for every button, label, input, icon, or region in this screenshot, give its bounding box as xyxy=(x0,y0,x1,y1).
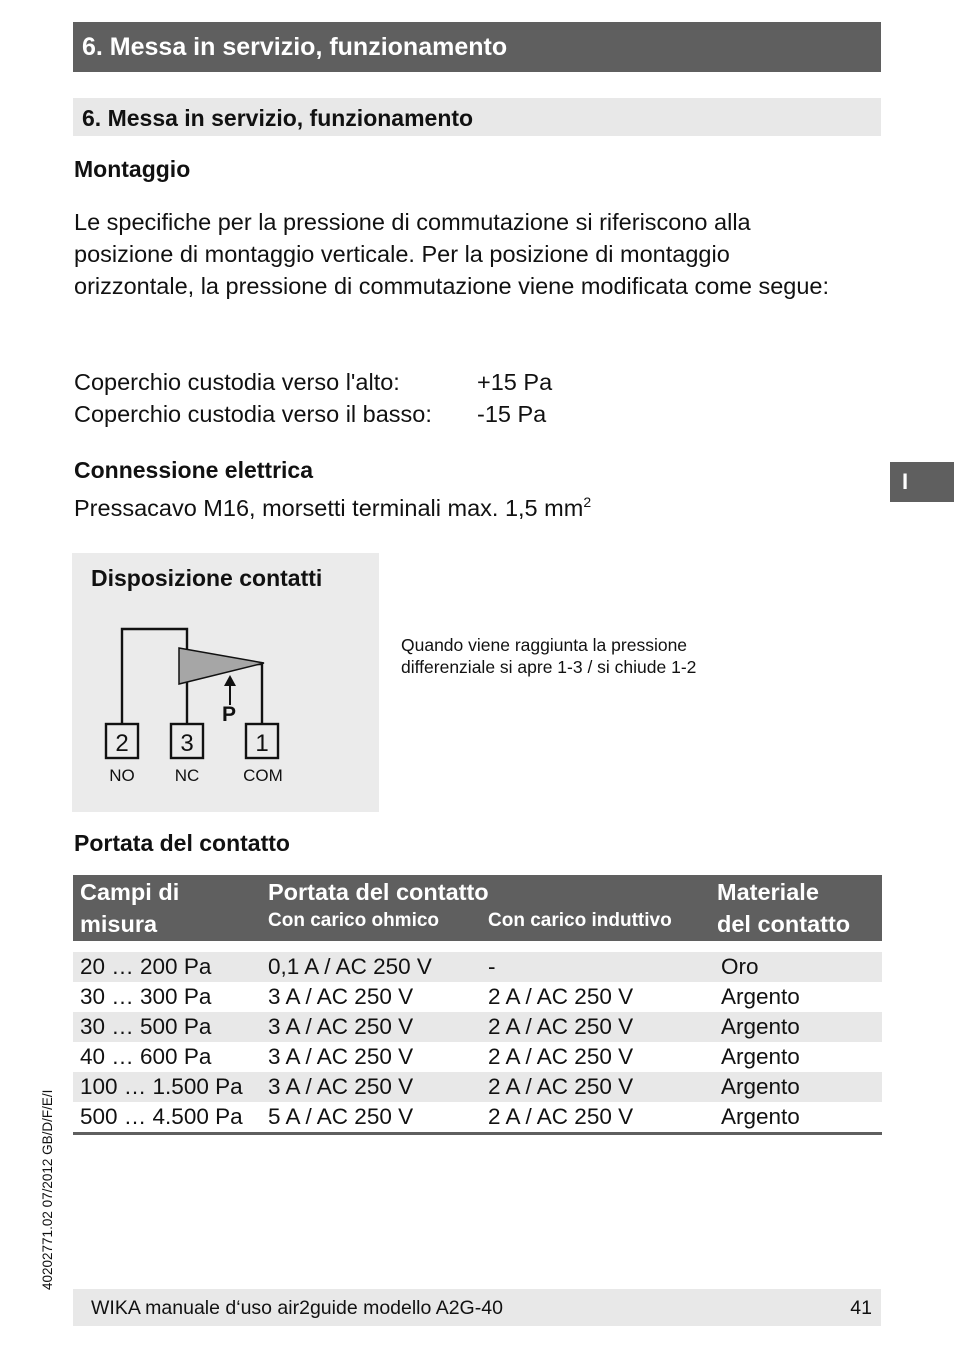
mount-down-value: -15 Pa xyxy=(477,401,547,427)
header-materiale xyxy=(710,875,882,941)
page-footer xyxy=(73,1289,881,1326)
header-ohmico: Con carico ohmico xyxy=(268,910,440,931)
page-header: 6. Messa in servizio, funzionamento xyxy=(73,22,881,72)
footer-text: WIKA manuale d‘uso air2guide modello A2G-40 xyxy=(91,1297,503,1319)
table-row xyxy=(73,1102,882,1134)
mount-up-label: Coperchio custodia verso l'alto: xyxy=(74,369,400,395)
contatti-heading: Disposizione contatti xyxy=(91,565,323,591)
table-row xyxy=(73,1072,882,1102)
cell-inductive: 2 A / AC 250 V xyxy=(481,1012,710,1042)
cell-range: 20 … 200 Pa xyxy=(73,952,261,982)
header-campi xyxy=(73,875,261,941)
header-campi-line1: Campi di xyxy=(80,879,180,905)
contact-diagram xyxy=(72,553,379,812)
mount-down-label: Coperchio custodia verso il basso: xyxy=(74,401,432,427)
terminal-number-2: 2 xyxy=(115,730,129,757)
header-materiale-line2: del contatto xyxy=(717,911,851,937)
page-number: 41 xyxy=(850,1297,872,1319)
connessione-heading: Connessione elettrica xyxy=(74,457,314,483)
header-induttivo: Con carico induttivo xyxy=(488,910,672,931)
contact-note xyxy=(401,634,696,678)
cell-material: Argento xyxy=(721,1104,800,1129)
header-portata xyxy=(261,875,710,941)
cell-material: Argento xyxy=(710,1012,882,1042)
terminal-number-1: 1 xyxy=(255,730,269,757)
cell-range: 30 … 300 Pa xyxy=(80,984,212,1009)
cell-inductive: 2 A / AC 250 V xyxy=(488,984,634,1009)
cell-inductive: - xyxy=(481,952,710,982)
wire-no xyxy=(122,629,187,723)
table-row xyxy=(73,1012,882,1042)
table-row xyxy=(73,982,882,1012)
header-campi-line2: misura xyxy=(80,911,158,937)
switch-contact xyxy=(179,648,264,684)
contact-rating-table xyxy=(73,875,882,1135)
terminal-number-3: 3 xyxy=(180,730,194,757)
language-tab: I xyxy=(890,462,954,502)
cell-material: Argento xyxy=(710,1072,882,1102)
pressure-label: P xyxy=(222,703,237,726)
terminal-label-com: COM xyxy=(243,766,283,785)
section-title: 6. Messa in servizio, funzionamento xyxy=(73,98,881,136)
table-row xyxy=(73,1042,882,1072)
connessione-text xyxy=(74,486,591,524)
montaggio-heading: Montaggio xyxy=(74,156,191,182)
table-row xyxy=(73,952,882,982)
cell-ohmic: 3 A / AC 250 V xyxy=(261,1012,481,1042)
header-materiale-line1: Materiale xyxy=(717,879,819,905)
header-portata-main: Portata del contatto xyxy=(268,879,489,905)
cell-ohmic: 3 A / AC 250 V xyxy=(268,984,414,1009)
document-code: 40202771.02 07/2012 GB/D/F/E/I xyxy=(40,1089,55,1290)
cell-range: 500 … 4.500 Pa xyxy=(80,1104,243,1129)
cell-inductive: 2 A / AC 250 V xyxy=(488,1104,634,1129)
cell-ohmic: 5 A / AC 250 V xyxy=(268,1104,414,1129)
cell-inductive: 2 A / AC 250 V xyxy=(488,1044,634,1069)
cell-ohmic: 3 A / AC 250 V xyxy=(268,1044,414,1069)
mount-up-value: +15 Pa xyxy=(477,369,553,395)
terminal-label-no: NO xyxy=(109,766,135,785)
cell-range: 100 … 1.500 Pa xyxy=(73,1072,261,1102)
wire-com xyxy=(247,664,262,723)
connessione-main: Pressacavo M16, morsetti terminali max. 1,5 mm xyxy=(74,494,584,521)
cell-range: 40 … 600 Pa xyxy=(80,1044,212,1069)
cell-range: 30 … 500 Pa xyxy=(73,1012,261,1042)
contact-note-line2: differenziale si apre 1-3 / si chiude 1-2 xyxy=(401,657,697,677)
contact-note-line1: Quando viene raggiunta la pressione xyxy=(401,635,688,655)
cell-ohmic: 0,1 A / AC 250 V xyxy=(261,952,481,982)
cell-material: Argento xyxy=(721,1044,800,1069)
pressure-arrow-head xyxy=(224,675,236,686)
portata-heading: Portata del contatto xyxy=(74,830,290,856)
contact-diagram-box xyxy=(72,553,379,812)
connessione-sup: 2 xyxy=(583,494,592,510)
cell-inductive: 2 A / AC 250 V xyxy=(481,1072,710,1102)
montaggio-paragraph: Le specifiche per la pressione di commutazione si riferiscono alla posizione di montaggio verticale. Per la posizione di montaggio orizzontale, la pressione di commutazione viene modificata come segue: xyxy=(74,209,830,299)
cell-material: Argento xyxy=(721,984,800,1009)
cell-ohmic: 3 A / AC 250 V xyxy=(261,1072,481,1102)
cell-material: Oro xyxy=(710,952,882,982)
terminal-label-nc: NC xyxy=(174,766,200,785)
table-header-row xyxy=(73,875,882,941)
